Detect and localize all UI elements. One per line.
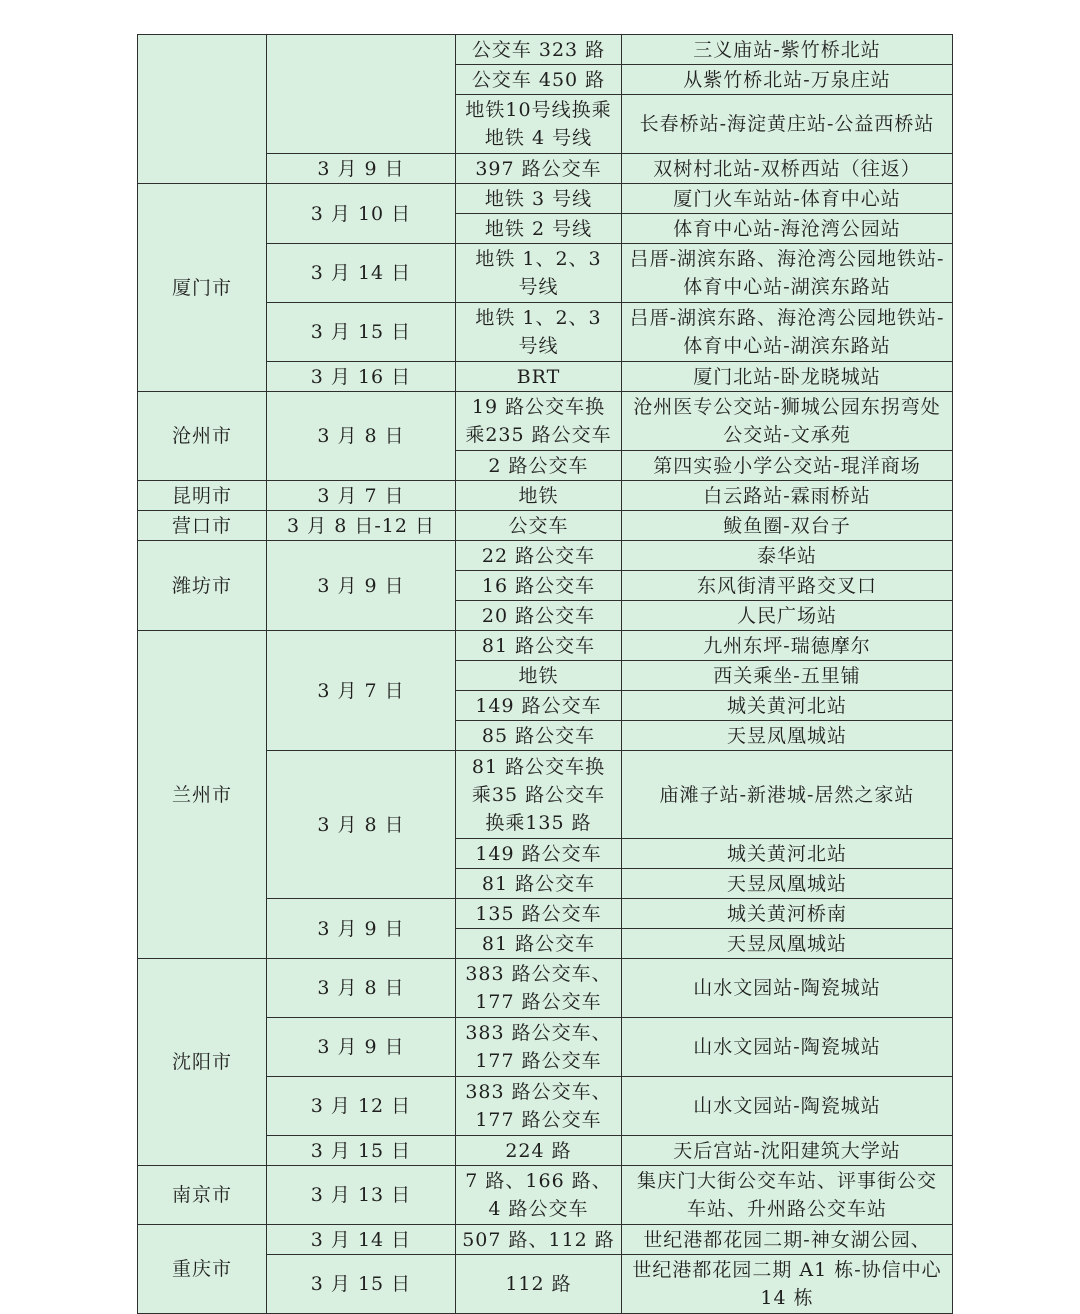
route-cell: 383 路公交车、177 路公交车 [456, 959, 622, 1018]
route-cell: 397 路公交车 [456, 154, 622, 184]
stations-cell: 山水文园站-陶瓷城站 [622, 1018, 953, 1077]
stations-cell: 城关黄河桥南 [622, 899, 953, 929]
itinerary-table-container [137, 34, 952, 1314]
route-cell: 16 路公交车 [456, 571, 622, 601]
stations-cell: 吕厝-湖滨东路、海沧湾公园地铁站-体育中心站-湖滨东路站 [622, 303, 953, 362]
city-cell: 兰州市 [138, 631, 267, 959]
city-cell: 南京市 [138, 1166, 267, 1225]
route-cell: 20 路公交车 [456, 601, 622, 631]
stations-cell: 长春桥站-海淀黄庄站-公益西桥站 [622, 95, 953, 154]
date-cell: 3 月 15 日 [267, 303, 456, 362]
route-cell: 383 路公交车、177 路公交车 [456, 1077, 622, 1136]
date-cell: 3 月 8 日-12 日 [267, 511, 456, 541]
table-row [138, 959, 953, 1018]
stations-cell: 世纪港都花园二期 A1 栋-协信中心14 栋 [622, 1255, 953, 1314]
route-cell: 149 路公交车 [456, 691, 622, 721]
route-cell: 19 路公交车换乘235 路公交车 [456, 392, 622, 451]
table-row [138, 184, 953, 214]
route-cell: 2 路公交车 [456, 451, 622, 481]
stations-cell: 双树村北站-双桥西站（往返） [622, 154, 953, 184]
date-cell: 3 月 10 日 [267, 184, 456, 244]
date-cell: 3 月 8 日 [267, 392, 456, 481]
route-cell: 81 路公交车 [456, 631, 622, 661]
date-cell: 3 月 9 日 [267, 1018, 456, 1077]
route-cell: 地铁 3 号线 [456, 184, 622, 214]
date-cell: 3 月 15 日 [267, 1136, 456, 1166]
date-cell: 3 月 8 日 [267, 959, 456, 1018]
route-cell: 公交车 [456, 511, 622, 541]
stations-cell: 九州东坪-瑞德摩尔 [622, 631, 953, 661]
stations-cell: 世纪港都花园二期-神女湖公园、 [622, 1225, 953, 1255]
table-row [138, 631, 953, 661]
route-cell: 507 路、112 路 [456, 1225, 622, 1255]
route-cell: 81 路公交车 [456, 869, 622, 899]
date-cell: 3 月 9 日 [267, 899, 456, 959]
stations-cell: 天昱凤凰城站 [622, 721, 953, 751]
route-cell: 地铁 [456, 481, 622, 511]
stations-cell: 白云路站-霖雨桥站 [622, 481, 953, 511]
stations-cell: 山水文园站-陶瓷城站 [622, 959, 953, 1018]
stations-cell: 天后宫站-沈阳建筑大学站 [622, 1136, 953, 1166]
date-cell: 3 月 15 日 [267, 1255, 456, 1314]
table-row [138, 511, 953, 541]
date-cell: 3 月 14 日 [267, 1225, 456, 1255]
date-cell [267, 35, 456, 154]
stations-cell: 城关黄河北站 [622, 691, 953, 721]
table-row [138, 1225, 953, 1255]
date-cell: 3 月 9 日 [267, 154, 456, 184]
table-row [138, 541, 953, 571]
stations-cell: 泰华站 [622, 541, 953, 571]
stations-cell: 山水文园站-陶瓷城站 [622, 1077, 953, 1136]
route-cell: 22 路公交车 [456, 541, 622, 571]
stations-cell: 体育中心站-海沧湾公园站 [622, 214, 953, 244]
date-cell: 3 月 12 日 [267, 1077, 456, 1136]
city-cell: 营口市 [138, 511, 267, 541]
stations-cell: 天昱凤凰城站 [622, 929, 953, 959]
date-cell: 3 月 16 日 [267, 362, 456, 392]
city-cell: 重庆市 [138, 1225, 267, 1314]
route-cell: 公交车 450 路 [456, 65, 622, 95]
date-cell: 3 月 13 日 [267, 1166, 456, 1225]
date-cell: 3 月 14 日 [267, 244, 456, 303]
route-cell: 81 路公交车 [456, 929, 622, 959]
stations-cell: 从紫竹桥北站-万泉庄站 [622, 65, 953, 95]
route-cell: 地铁 1、2、3 号线 [456, 244, 622, 303]
route-cell: 85 路公交车 [456, 721, 622, 751]
route-cell: 149 路公交车 [456, 839, 622, 869]
stations-cell: 鲅鱼圈-双台子 [622, 511, 953, 541]
route-cell: 112 路 [456, 1255, 622, 1314]
route-cell: 7 路、166 路、4 路公交车 [456, 1166, 622, 1225]
city-cell: 厦门市 [138, 184, 267, 392]
date-cell: 3 月 7 日 [267, 481, 456, 511]
table-row [138, 481, 953, 511]
stations-cell: 天昱凤凰城站 [622, 869, 953, 899]
stations-cell: 厦门北站-卧龙晓城站 [622, 362, 953, 392]
city-cell [138, 35, 267, 184]
city-cell: 昆明市 [138, 481, 267, 511]
route-cell: 地铁 1、2、3 号线 [456, 303, 622, 362]
itinerary-table [137, 34, 953, 1314]
stations-cell: 第四实验小学公交站-琨洋商场 [622, 451, 953, 481]
route-cell: 383 路公交车、177 路公交车 [456, 1018, 622, 1077]
route-cell: 地铁10号线换乘地铁 4 号线 [456, 95, 622, 154]
city-cell: 潍坊市 [138, 541, 267, 631]
stations-cell: 庙滩子站-新港城-居然之家站 [622, 751, 953, 839]
route-cell: 地铁 [456, 661, 622, 691]
stations-cell: 人民广场站 [622, 601, 953, 631]
stations-cell: 集庆门大街公交车站、评事街公交车站、升州路公交车站 [622, 1166, 953, 1225]
date-cell: 3 月 9 日 [267, 541, 456, 631]
stations-cell: 西关乘坐-五里铺 [622, 661, 953, 691]
date-cell: 3 月 7 日 [267, 631, 456, 751]
stations-cell: 厦门火车站站-体育中心站 [622, 184, 953, 214]
route-cell: 81 路公交车换乘35 路公交车换乘135 路 [456, 751, 622, 839]
table-row [138, 1166, 953, 1225]
route-cell: 135 路公交车 [456, 899, 622, 929]
stations-cell: 东风街清平路交叉口 [622, 571, 953, 601]
route-cell: 224 路 [456, 1136, 622, 1166]
stations-cell: 沧州医专公交站-狮城公园东拐弯处公交站-文承苑 [622, 392, 953, 451]
stations-cell: 吕厝-湖滨东路、海沧湾公园地铁站-体育中心站-湖滨东路站 [622, 244, 953, 303]
route-cell: BRT [456, 362, 622, 392]
table-row [138, 392, 953, 451]
table-row [138, 35, 953, 65]
date-cell: 3 月 8 日 [267, 751, 456, 899]
city-cell: 沧州市 [138, 392, 267, 481]
route-cell: 地铁 2 号线 [456, 214, 622, 244]
city-cell: 沈阳市 [138, 959, 267, 1166]
itinerary-table-body [138, 35, 953, 1314]
stations-cell: 城关黄河北站 [622, 839, 953, 869]
route-cell: 公交车 323 路 [456, 35, 622, 65]
stations-cell: 三义庙站-紫竹桥北站 [622, 35, 953, 65]
